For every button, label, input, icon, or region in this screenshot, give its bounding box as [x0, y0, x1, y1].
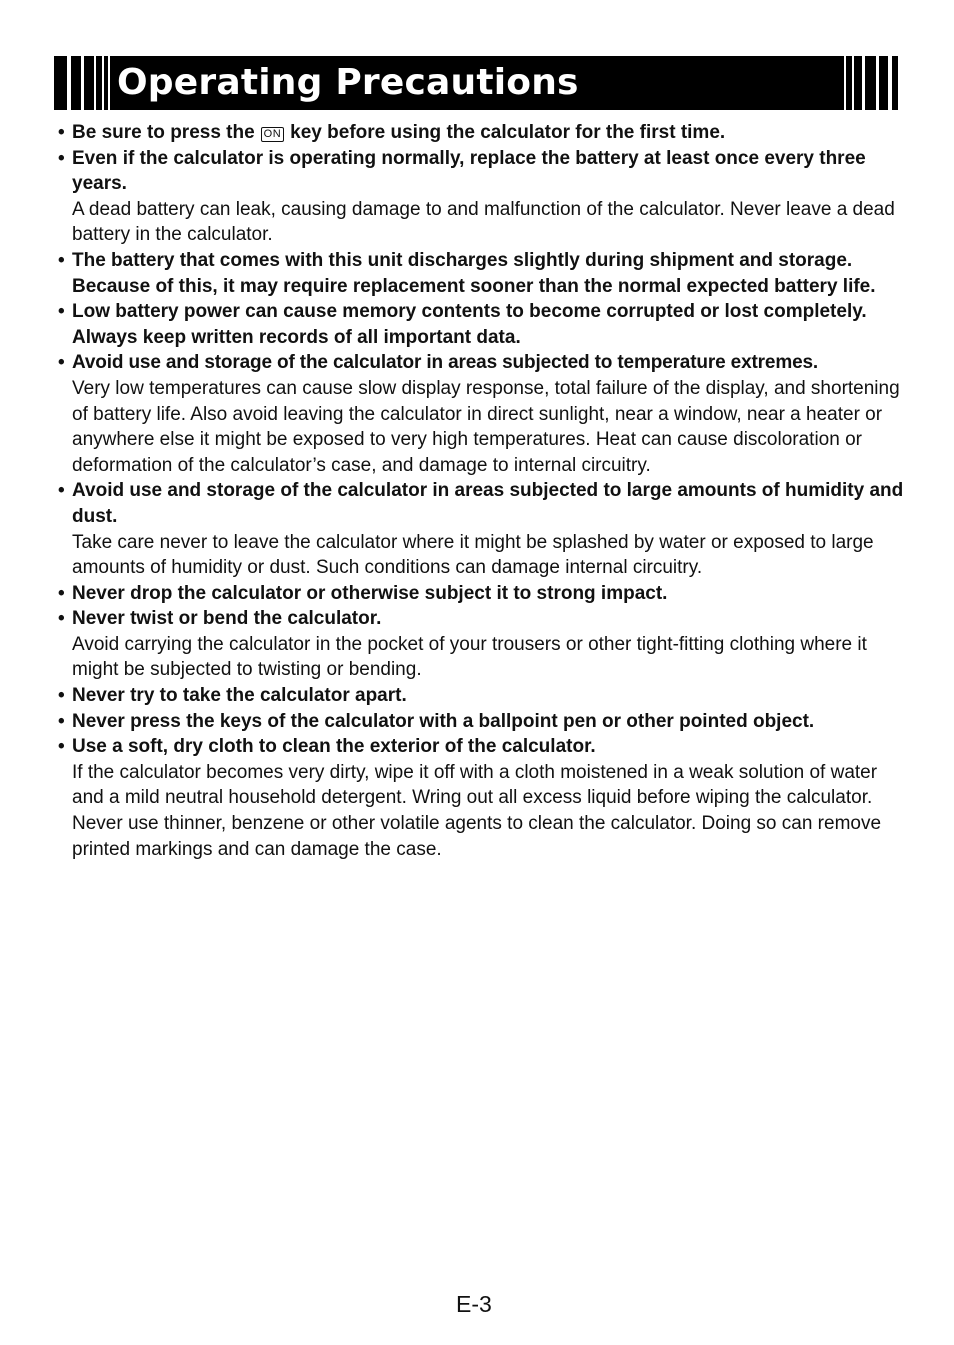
section-title-bar — [54, 56, 898, 110]
precaution-heading: Be sure to press the ON key before using the calculator for the first time. — [72, 122, 726, 143]
title-stripe — [102, 56, 104, 110]
precaution-heading: Avoid use and storage of the calculator in areas subjected to temperature extremes. — [72, 352, 819, 374]
title-stripe — [844, 56, 846, 110]
list-item — [58, 478, 908, 580]
title-stripe — [108, 56, 110, 110]
precaution-body: Take care never to leave the calculator where it might be splashed by water or exposed to large amounts of humidity or dust. Such conditions can damage internal circuitry. — [72, 531, 874, 579]
bullet: • — [58, 685, 65, 707]
bullet: • — [58, 480, 65, 502]
precaution-heading: Never press the keys of the calculator with a ballpoint pen or other pointed object. — [72, 710, 815, 732]
precaution-body: If the calculator becomes very dirty, wipe it off with a cloth moistened in a weak solution of water and a mild neutral household detergent. Wring out all excess liquid before wiping the calculator. Never use thinner, benzene or other volatile agents to clean the calculator. Doing so can remove printed markings and can damage the case. — [72, 761, 882, 860]
bullet: • — [58, 608, 65, 630]
precautions-list — [58, 120, 908, 862]
precaution-body: A dead battery can leak, causing damage to and malfunction of the calculator. Never leave a dead battery in the calculator. — [72, 198, 895, 246]
list-item — [58, 606, 908, 683]
precaution-heading: The battery that comes with this unit discharges slightly during shipment and storage. Because of this, it may require replacement sooner than the normal expected battery life. — [72, 249, 876, 297]
title-stripe — [81, 56, 84, 110]
on-key-icon: ON — [261, 127, 285, 142]
bullet: • — [58, 582, 65, 604]
precaution-heading: Use a soft, dry cloth to clean the exterior of the calculator. — [72, 736, 596, 758]
page-number: E-3 — [456, 1291, 492, 1317]
list-item — [58, 709, 908, 735]
precaution-heading: Avoid use and storage of the calculator in areas subjected to large amounts of humidity and dust. — [72, 480, 904, 527]
bullet: • — [58, 122, 65, 143]
title-stripe — [888, 56, 892, 110]
list-item — [58, 350, 908, 478]
precaution-body: Avoid carrying the calculator in the pocket of your trousers or other tight-fitting clothing where it might be subjected to twisting or bending. — [72, 633, 867, 681]
list-item — [58, 248, 908, 299]
bullet: • — [58, 301, 65, 323]
list-item — [58, 146, 908, 248]
precaution-heading: Low battery power can cause memory contents to become corrupted or lost completely. Always keep written records of all important data. — [72, 301, 867, 348]
bullet: • — [58, 249, 65, 271]
bullet: • — [58, 710, 65, 732]
list-item — [58, 683, 908, 709]
title-stripe — [94, 56, 96, 110]
list-item — [58, 299, 908, 350]
list-item — [58, 120, 908, 146]
bullet: • — [58, 147, 65, 169]
list-item — [58, 734, 908, 862]
precaution-body: Very low temperatures can cause slow display response, total failure of the display, and shortening of battery life. Also avoid leaving the calculator in direct sunlight, near a window, near a heater or anywhere else it might be exposed to very high temperatures. Heat can cause discoloration or deformation of the calculator’s case, and damage to internal circuitry. — [72, 377, 900, 476]
title-stripe — [67, 56, 71, 110]
title-stripe — [852, 56, 854, 110]
precaution-heading: Never twist or bend the calculator. — [72, 608, 382, 630]
page-title: Operating Precautions — [117, 62, 579, 103]
title-stripe — [862, 56, 865, 110]
title-stripe — [876, 56, 879, 110]
precaution-heading: Even if the calculator is operating normally, replace the battery at least once every three years. — [72, 147, 866, 195]
bullet: • — [58, 736, 65, 758]
list-item — [58, 581, 908, 607]
precaution-heading: Never try to take the calculator apart. — [72, 685, 407, 707]
precaution-heading: Never drop the calculator or otherwise subject it to strong impact. — [72, 582, 668, 604]
bullet: • — [58, 352, 65, 374]
